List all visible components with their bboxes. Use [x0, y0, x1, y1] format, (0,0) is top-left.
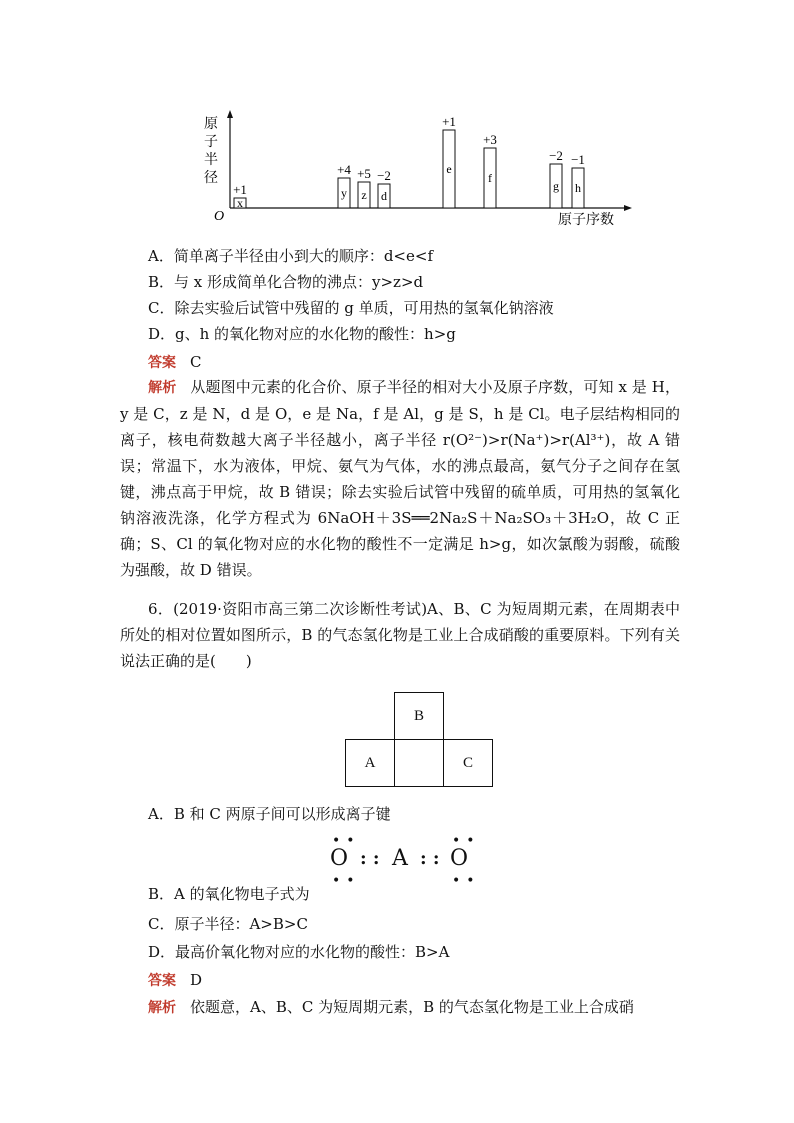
q6-stem-text: 6．(2019·资阳市高三第二次诊断性考试)A、B、C 为短周期元素，在周期表中所处的相对位置如图所示，B 的气态氢化物是工业上合成硝酸的重要原料。下列有关说法正确的是( ): [120, 600, 680, 670]
q5-option-a: A．简单离子半径由小到大的顺序：d<e<f: [148, 247, 434, 265]
bar-valence-g: −2: [549, 148, 563, 163]
origin-label: O: [214, 209, 225, 224]
analysis-text: 依题意，A、B、C 为短周期元素，B 的气态氢化物是工业上合成硝: [190, 998, 634, 1016]
q6-stem: [120, 596, 680, 674]
bar-label-z: z: [361, 188, 367, 202]
lewis-dots-bottom-o1: ••: [332, 873, 361, 889]
bar-label-x: x: [237, 196, 243, 210]
q5-option-b: B．与 x 形成简单化合物的沸点：y>z>d: [148, 273, 424, 291]
y-axis-label-2: 子: [204, 135, 218, 150]
lewis-atom-o1: O: [330, 846, 349, 871]
bar-valence-h: −1: [571, 152, 585, 167]
answer-tag: 答案: [148, 355, 176, 371]
bar-label-f: f: [488, 171, 492, 185]
lewis-dots-top-o2: ••: [452, 833, 481, 849]
analysis-tag: 解析: [148, 1000, 176, 1016]
y-axis-label-4: 径: [204, 171, 218, 186]
answer-tag: 答案: [148, 973, 176, 989]
atomic-radius-chart: [196, 108, 636, 233]
lewis-structure: [326, 833, 486, 889]
q5-answer: [148, 352, 201, 373]
q6-option-c: C．原子半径：A>B>C: [148, 915, 308, 933]
analysis-text: 从题图中元素的化合价、原子半径的相对大小及原子序数，可知 x 是 H，y 是 C，z 是 N，d 是 O，e 是 Na，f 是 Al，g 是 S，h 是 Cl。电子层结构相同的离子，核电荷数越大离子半径越小，离子半径 r(O²⁻)>r(Na⁺)>r(Al³⁺)，故 A 错误；常温下，水为液体，甲烷、氨气为气体，水的沸点最高，氨气分子之间存在氢键，沸点高于甲烷，故 B 错误；除去实验后试管中残留的硫单质，可用热的氢氧化钠溶液洗涤，化学方程式为 6NaOH＋3S══2Na₂S＋Na₂SO₃＋3H₂O，故 C 正确；S、Cl 的氧化物对应的水化物的酸性不一定满足 h>g，如次氯酸为弱酸，硫酸为强酸，故 D 错误。: [120, 378, 681, 579]
cell-c: C: [444, 740, 493, 787]
q5-option-c: C．除去实验后试管中残留的 g 单质，可用热的氢氧化钠溶液: [148, 299, 554, 317]
analysis-tag: 解析: [148, 380, 177, 396]
bar-label-y: y: [341, 186, 347, 200]
bar-label-h: h: [575, 181, 581, 195]
bar-valence-d: −2: [377, 168, 391, 183]
bar-valence-y: +4: [337, 162, 351, 177]
bar-group: [233, 114, 585, 210]
lewis-dots-bottom-o2: ••: [452, 873, 481, 889]
y-axis-arrow: [227, 110, 233, 118]
answer-value: C: [190, 353, 202, 371]
q6-answer: [148, 970, 202, 991]
periodic-table-fragment: [345, 692, 493, 787]
q5-option-d: D．g、h 的氧化物对应的水化物的酸性：h>g: [148, 325, 456, 343]
q5-analysis: [120, 374, 680, 583]
x-axis-label: 原子序数: [558, 213, 614, 228]
bar-label-d: d: [381, 189, 387, 203]
q6-analysis: [148, 994, 680, 1021]
y-axis-label-1: 原: [204, 117, 218, 132]
bar-valence-e: +1: [442, 114, 456, 129]
lewis-dots-top-o1: ••: [332, 833, 361, 849]
q6-option-a: A．B 和 C 两原子间可以形成离子键: [148, 805, 391, 823]
x-axis-arrow: [624, 205, 632, 211]
bar-valence-f: +3: [483, 132, 497, 147]
cell-middle: [395, 740, 444, 787]
q6-option-b: B．A 的氧化物电子式为: [148, 885, 310, 903]
lewis-atom-o2: O: [450, 846, 469, 871]
bar-valence-z: +5: [357, 166, 371, 181]
lewis-sep-1: : :: [360, 848, 380, 869]
lewis-sep-2: : :: [420, 848, 440, 869]
q6-option-d: D．最高价氧化物对应的水化物的酸性：B>A: [148, 943, 450, 961]
bar-label-g: g: [553, 179, 559, 193]
lewis-atom-a: A: [392, 846, 408, 871]
answer-value: D: [190, 971, 203, 989]
y-axis-label-3: 半: [204, 153, 218, 168]
bar-label-e: e: [446, 162, 452, 176]
bar-valence-x: +1: [233, 182, 247, 197]
cell-a: A: [346, 740, 395, 787]
cell-b: B: [395, 693, 444, 740]
